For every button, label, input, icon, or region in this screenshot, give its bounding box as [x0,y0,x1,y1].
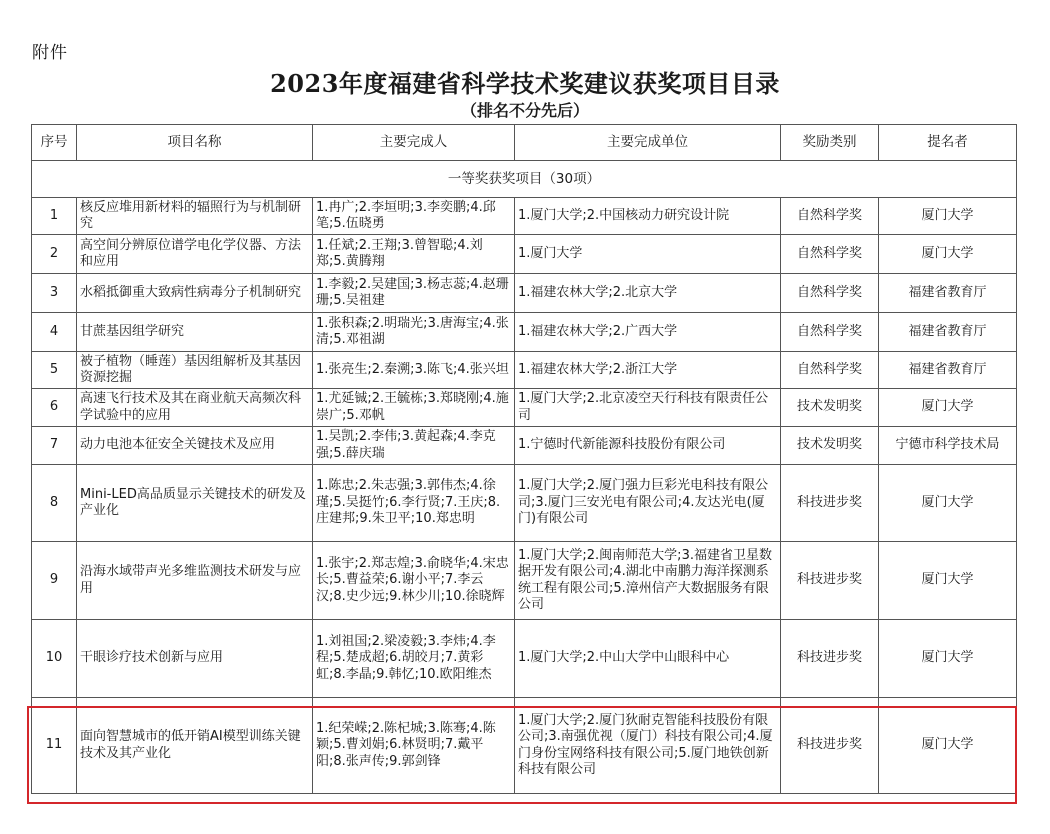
row-number-cell: 4 [32,313,77,352]
table-row [32,542,1017,620]
award-category-cell: 科技进步奖 [781,542,879,620]
table-row [32,620,1017,698]
main-units-cell: 1.宁德时代新能源科技股份有限公司 [515,427,781,465]
main-units-cell: 1.福建农林大学;2.浙江大学 [515,352,781,389]
main-people-cell: 1.张宇;2.郑志煌;3.俞晓华;4.宋忠长;5.曹益荣;6.谢小平;7.李云汉;8.史少远;9.林少川;10.徐晓辉 [313,542,515,620]
nominator-cell: 厦门大学 [879,198,1017,235]
row-number-cell: 10 [32,620,77,698]
row-number-cell: 2 [32,235,77,274]
header-main-units: 主要完成单位 [515,125,781,161]
project-name-cell: 沿海水域带声光多维监测技术研发与应用 [77,542,313,620]
project-name-cell: 干眼诊疗技术创新与应用 [77,620,313,698]
main-units-cell: 1.厦门大学;2.厦门强力巨彩光电科技有限公司;3.厦门三安光电有限公司;4.友达光电(厦门)有限公司 [515,465,781,542]
table-row [32,235,1017,274]
table-row [32,352,1017,389]
project-name-cell: 甘蔗基因组学研究 [77,313,313,352]
project-name-cell: 被子植物（睡莲）基因组解析及其基因资源挖掘 [77,352,313,389]
main-people-cell: 1.张亮生;2.秦溯;3.陈飞;4.张兴坦 [313,352,515,389]
nominator-cell: 厦门大学 [879,465,1017,542]
award-category-cell: 技术发明奖 [781,389,879,427]
document-subtitle: （排名不分先后） [460,101,589,120]
row-number-cell: 11 [32,698,77,794]
main-units-cell: 1.厦门大学 [515,235,781,274]
main-units-cell: 1.厦门大学;2.北京凌空天行科技有限责任公司 [515,389,781,427]
attachment-label: 附件 [32,43,68,63]
main-people-cell: 1.张积森;2.明瑞光;3.唐海宝;4.张清;5.邓祖湖 [313,313,515,352]
main-units-cell: 1.福建农林大学;2.北京大学 [515,274,781,313]
main-people-cell: 1.刘祖国;2.梁凌毅;3.李炜;4.李程;5.楚成超;6.胡皎月;7.黄彩虹;8.李晶;9.韩忆;10.欧阳维杰 [313,620,515,698]
nominator-cell: 厦门大学 [879,235,1017,274]
row-number-cell: 6 [32,389,77,427]
header-main-people: 主要完成人 [313,125,515,161]
project-name-cell: 水稻抵御重大致病性病毒分子机制研究 [77,274,313,313]
award-category-cell: 自然科学奖 [781,198,879,235]
award-category-cell: 自然科学奖 [781,235,879,274]
header-nominator: 提名者 [879,125,1017,161]
main-people-cell: 1.陈忠;2.朱志强;3.郭伟杰;4.徐瑾;5.吴挺竹;6.李行贤;7.王庆;8.庄建邦;9.朱卫平;10.郑忠明 [313,465,515,542]
row-number-cell: 9 [32,542,77,620]
main-people-cell: 1.冉广;2.李垣明;3.李奕鹏;4.邱笔;5.伍晓勇 [313,198,515,235]
row-number-cell: 3 [32,274,77,313]
main-units-cell: 1.福建农林大学;2.广西大学 [515,313,781,352]
table-row [32,465,1017,542]
main-people-cell: 1.李毅;2.吴建国;3.杨志蕊;4.赵珊珊;5.吴祖建 [313,274,515,313]
award-table [31,124,1017,794]
nominator-cell: 厦门大学 [879,698,1017,794]
table-body [32,161,1017,794]
table-row [32,698,1017,794]
header-project-name: 项目名称 [77,125,313,161]
table-row [32,427,1017,465]
nominator-cell: 厦门大学 [879,542,1017,620]
award-category-cell: 自然科学奖 [781,274,879,313]
row-number-cell: 8 [32,465,77,542]
main-people-cell: 1.任斌;2.王翔;3.曾智聪;4.刘郑;5.黄腾翔 [313,235,515,274]
row-number-cell: 5 [32,352,77,389]
main-people-cell: 1.纪荣嵘;2.陈杞城;3.陈骞;4.陈颖;5.曹刘娟;6.林贤明;7.戴平阳;8.张声传;9.郭剑锋 [313,698,515,794]
nominator-cell: 福建省教育厅 [879,313,1017,352]
document-title: 2023年度福建省科学技术奖建议获奖项目目录 [270,69,780,98]
award-category-cell: 科技进步奖 [781,465,879,542]
table-row [32,313,1017,352]
project-name-cell: 面向智慧城市的低开销AI模型训练关键技术及其产业化 [77,698,313,794]
nominator-cell: 福建省教育厅 [879,352,1017,389]
project-name-cell: 动力电池本征安全关键技术及应用 [77,427,313,465]
nominator-cell: 厦门大学 [879,620,1017,698]
section-row [32,161,1017,198]
table-header-row [32,125,1017,161]
main-units-cell: 1.厦门大学;2.厦门狄耐克智能科技股份有限公司;3.南强优视（厦门）科技有限公司;4.厦门身份宝网络科技有限公司;5.厦门地铁创新科技有限公司 [515,698,781,794]
header-no: 序号 [32,125,77,161]
project-name-cell: 核反应堆用新材料的辐照行为与机制研究 [77,198,313,235]
award-category-cell: 自然科学奖 [781,313,879,352]
table-row [32,198,1017,235]
main-people-cell: 1.尤延铖;2.王毓栋;3.郑晓刚;4.施崇广;5.邓帆 [313,389,515,427]
main-units-cell: 1.厦门大学;2.中山大学中山眼科中心 [515,620,781,698]
award-category-cell: 科技进步奖 [781,698,879,794]
nominator-cell: 福建省教育厅 [879,274,1017,313]
row-number-cell: 7 [32,427,77,465]
table-row [32,389,1017,427]
header-award-category: 奖励类别 [781,125,879,161]
main-units-cell: 1.厦门大学;2.闽南师范大学;3.福建省卫星数据开发有限公司;4.湖北中南鹏力海洋探测系统工程有限公司;5.漳州信产大数据服务有限公司 [515,542,781,620]
project-name-cell: 高空间分辨原位谱学电化学仪器、方法和应用 [77,235,313,274]
nominator-cell: 厦门大学 [879,389,1017,427]
award-category-cell: 技术发明奖 [781,427,879,465]
project-name-cell: Mini-LED高品质显示关键技术的研发及产业化 [77,465,313,542]
main-people-cell: 1.吴凯;2.李伟;3.黄起森;4.李克强;5.薛庆瑞 [313,427,515,465]
table-row [32,274,1017,313]
main-units-cell: 1.厦门大学;2.中国核动力研究设计院 [515,198,781,235]
section-title: 一等奖获奖项目（30项） [32,161,1017,198]
award-category-cell: 科技进步奖 [781,620,879,698]
project-name-cell: 高速飞行技术及其在商业航天高频次科学试验中的应用 [77,389,313,427]
row-number-cell: 1 [32,198,77,235]
nominator-cell: 宁德市科学技术局 [879,427,1017,465]
award-category-cell: 自然科学奖 [781,352,879,389]
